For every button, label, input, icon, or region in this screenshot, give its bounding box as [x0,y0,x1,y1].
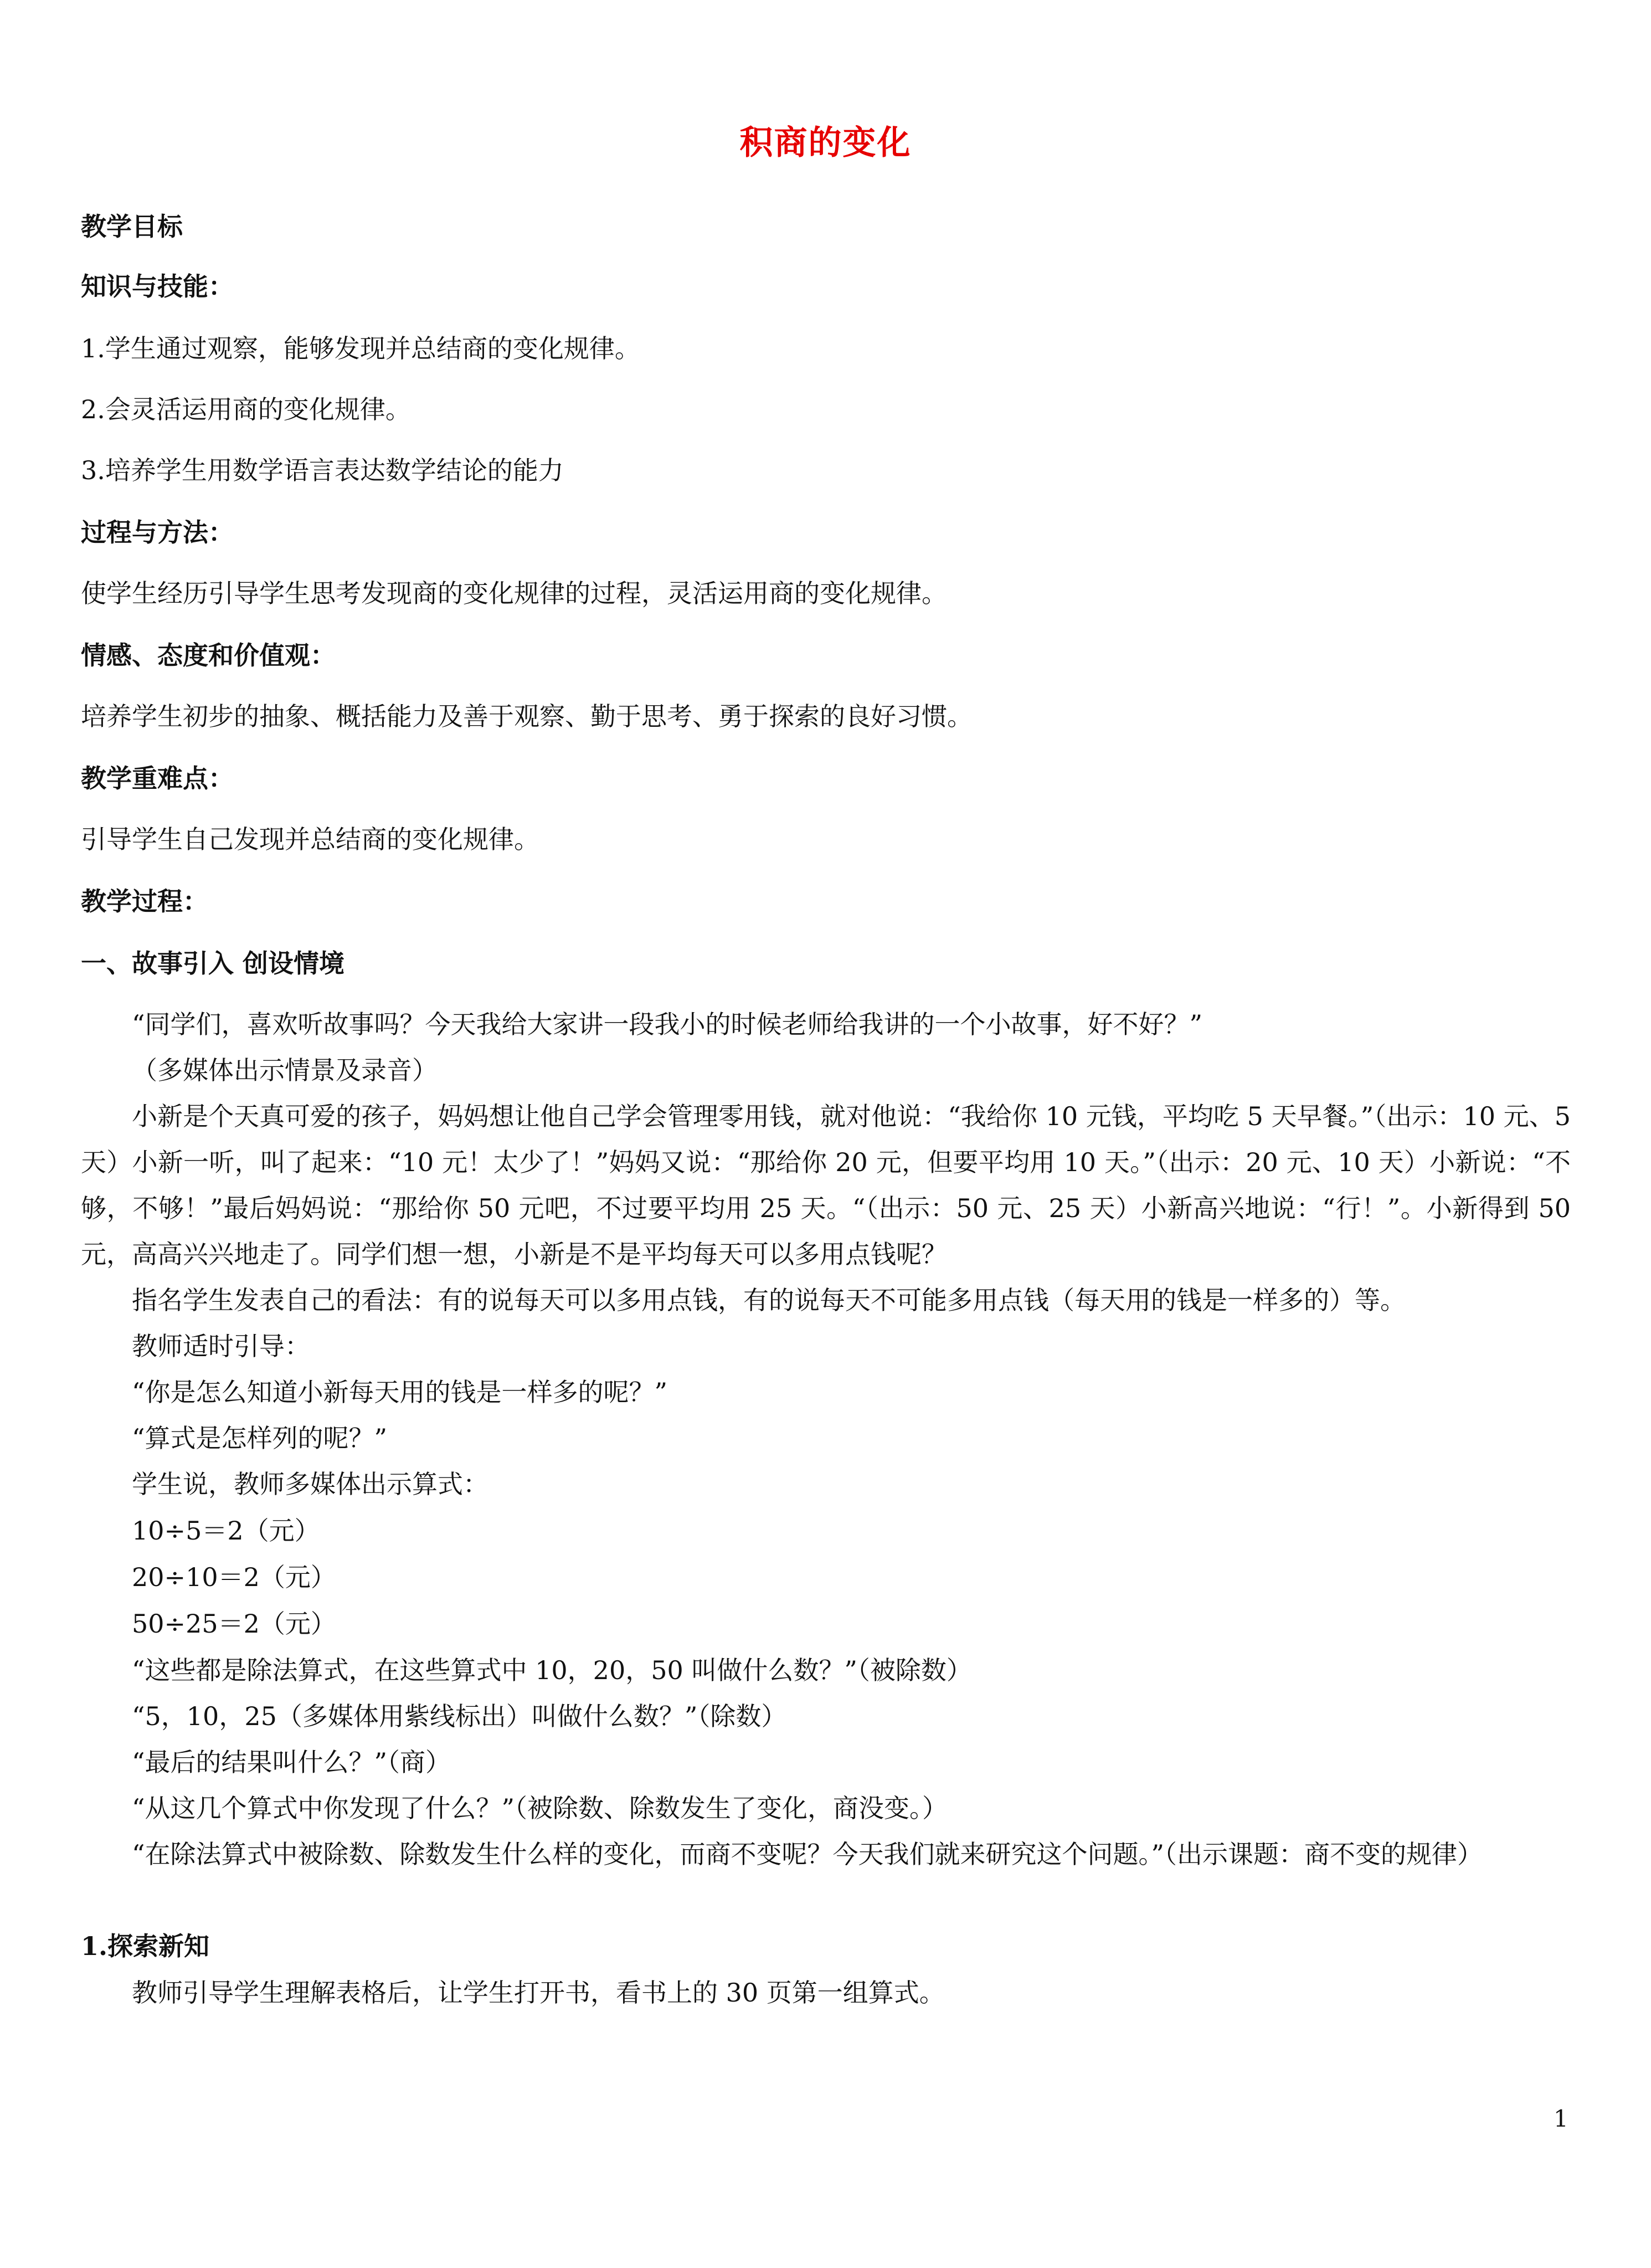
part-one-heading: 一、故事引入 创设情境 [81,948,345,978]
equation: 20÷10＝2（元） [132,1562,336,1592]
story-paragraph: “5，10，25（多媒体用紫线标出）叫做什么数？”（除数） [132,1701,787,1731]
story-paragraph: “最后的结果叫什么？”（商） [132,1747,451,1777]
knowledge-item: 1.学生通过观察，能够发现并总结商的变化规律。 [81,333,640,363]
story-paragraph: 教师适时引导： [132,1331,310,1361]
story-paragraph: “算式是怎样列的呢？” [132,1423,388,1453]
key-points-heading: 教学重难点： [81,763,234,793]
page-number: 1 [1554,2105,1568,2132]
equation: 10÷5＝2（元） [132,1516,320,1546]
story-paragraph: 小新是个天真可爱的孩子，妈妈想让他自己学会管理零用钱，就对他说：“我给你 10 元钱，平均吃 5 天早餐。”（出示：10 元、5 天）小新一听，叫了起来：“10 元！太少了！”妈妈又说：“那给你 20 元，但要平均用 10 天。”（出示：20 元、10 天）小新说：“不够，不够！”最后妈妈说：“那给你 50 元吧，不过要平均用 25 天。“（出示：50 元、25 天）小新高兴地说：“行！”。小新得到 50 元，高高兴兴地走了。同学们想一想，小新是不是平均每天可以多用点钱呢？ [81,1101,1571,1269]
knowledge-heading: 知识与技能： [81,271,234,301]
knowledge-item: 2.会灵活运用商的变化规律。 [81,394,411,424]
story-paragraph: “在除法算式中被除数、除数发生什么样的变化，而商不变呢？今天我们就来研究这个问题。”（出示课题：商不变的规律） [132,1839,1483,1869]
explore-heading: 1.探索新知 [81,1931,210,1961]
story-paragraph: 学生说，教师多媒体出示算式： [132,1469,488,1499]
document-title: 积商的变化 [739,124,912,162]
key-points-text: 引导学生自己发现并总结商的变化规律。 [81,824,539,854]
story-paragraph: “这些都是除法算式，在这些算式中 10，20，50 叫做什么数？”（被除数） [132,1655,972,1685]
objectives-heading: 教学目标 [81,212,183,242]
process-text: 使学生经历引导学生思考发现商的变化规律的过程，灵活运用商的变化规律。 [81,578,947,608]
story-paragraph: “同学们，喜欢听故事吗？今天我给大家讲一段我小的时候老师给我讲的一个小故事，好不好？” [132,1009,1203,1039]
procedure-heading: 教学过程： [81,886,208,916]
process-heading: 过程与方法： [81,517,234,547]
story-paragraph: “你是怎么知道小新每天用的钱是一样多的呢？” [132,1377,668,1407]
knowledge-item: 3.培养学生用数学语言表达数学结论的能力 [81,455,564,485]
story-paragraph: “从这几个算式中你发现了什么？”（被除数、除数发生了变化，商没变。） [132,1793,948,1823]
story-paragraph: （多媒体出示情景及录音） [132,1055,438,1085]
story-paragraph: 指名学生发表自己的看法：有的说每天可以多用点钱，有的说每天不可能多用点钱（每天用的钱是一样多的）等。 [132,1285,1406,1315]
equation: 50÷25＝2（元） [132,1609,336,1639]
explore-text: 教师引导学生理解表格后，让学生打开书，看书上的 30 页第一组算式。 [132,1978,945,2008]
emotion-text: 培养学生初步的抽象、概括能力及善于观察、勤于思考、勇于探索的良好习惯。 [81,701,973,731]
emotion-heading: 情感、态度和价值观： [81,640,336,670]
